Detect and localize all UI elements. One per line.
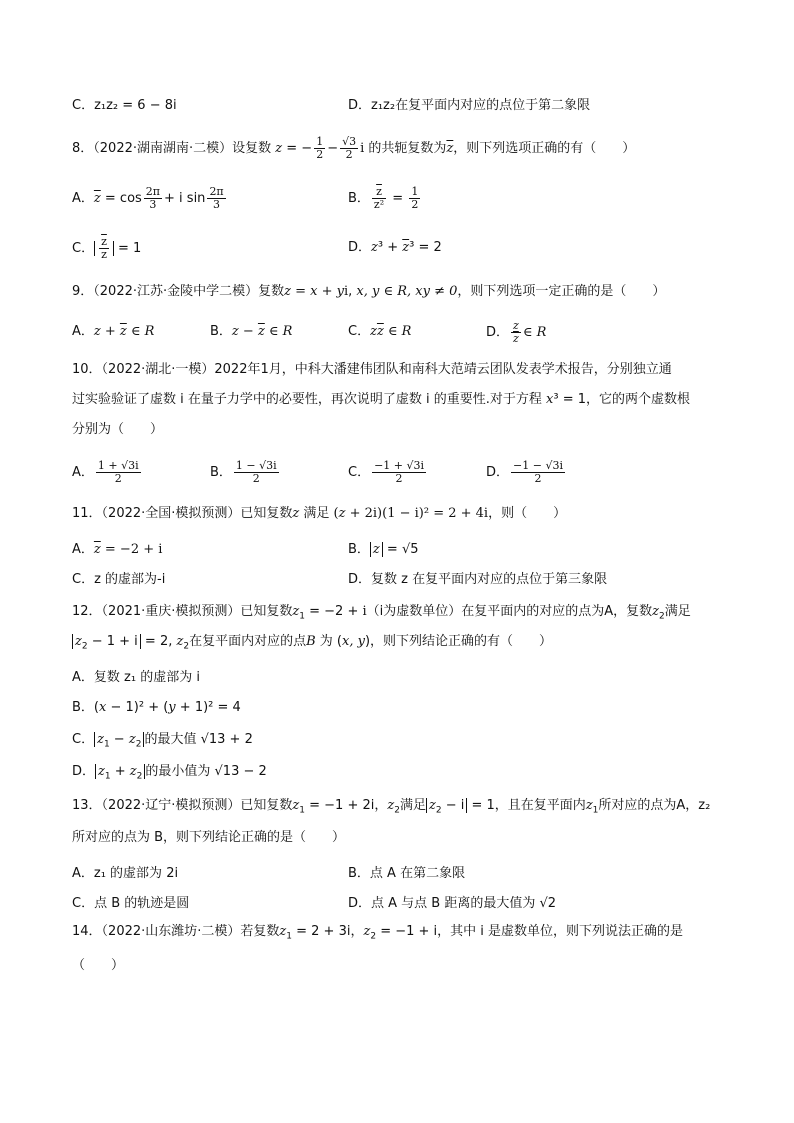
q8-option-a: A．$\overline{z} = \cos$ $\frac{2\pi}{3}$ + i sin $\frac{2\pi}{3}$ [72, 185, 224, 211]
q12-option-c: C． $z_1 - z_2$ 的最大值 √13 + 2 [72, 732, 253, 750]
q11-option-d: D．复数 z 在复平面内对应的点位于第三象限 [348, 572, 608, 587]
q9-stem: 9．（2022·江苏·金陵中学二模）复数z = x + yi, x, y ∈ R, xy ≠ 0，则下列选项一定正确的是（ ） [72, 284, 666, 299]
q11-option-a: A．$\overline{z} = -2 + i$ [72, 542, 163, 557]
q10-stem-line1: 10．（2022·湖北·一模）2022年1月，中科大潘建伟团队和南科大范靖云团队发表学术报告，分别独立通 [72, 362, 672, 377]
q10-option-d: D． $\frac{-1 - √3i}{2}$ [486, 459, 563, 485]
q9-option-a: A．$z + \overline{z}$ ∈ R [72, 324, 155, 339]
q13-option-c: C．点 B 的轨迹是圆 [72, 896, 190, 911]
q7-option-c: C．z₁z₂ = 6 − 8i [72, 98, 177, 113]
q8-stem-pre: 8．（2022·湖南湖南·二模）设复数 [72, 141, 272, 156]
q9-option-d: D． $\frac{z}{z}$ ∈ R [486, 319, 547, 345]
q13-stem-line2: 所对应的点为 B，则下列结论正确的是（ ） [72, 830, 346, 845]
q10-stem-line3: 分别为（ ） [72, 422, 164, 437]
q9-option-c: C．$z\overline{z}$ ∈ R [348, 324, 412, 339]
q10-option-b: B． $\frac{1 - √3i}{2}$ [210, 459, 277, 485]
q13-stem-line1: 13．（2022·辽宁·模拟预测）已知复数$z_1 = -1 + 2i$，$z_2$满足 $z_2 - i = 1$，且在复平面内$z_1$所对应的点为A，z₂ [72, 798, 711, 816]
q13-option-a: A．z₁ 的虚部为 2i [72, 866, 179, 881]
q8-option-d: D．$z^3 + \overline{z}^3 = 2$ [348, 240, 442, 255]
q12-stem-line1: 12．（2021·重庆·模拟预测）已知复数$z_1 = -2 + i(i$为虚数单位）在复平面内的对应的点为A，复数$z_2$满足 [72, 604, 691, 622]
q14-stem-line2: （ ） [72, 958, 125, 973]
q13-option-b: B．点 A 在第二象限 [348, 866, 466, 881]
q10-option-a: A． $\frac{1 + √3i}{2}$ [72, 459, 139, 485]
q12-stem-line2: $z_2 - 1 + i = 2$, $z_2$在复平面内对应的点B 为 (x, y)，则下列结论正确的有（ ） [72, 632, 552, 657]
q7-option-d: D．z₁z₂在复平面内对应的点位于第二象限 [348, 98, 591, 113]
q11-option-b: B． z = √5 [348, 542, 419, 557]
q10-stem-line2: 过实验验证了虚数 i 在量子力学中的必要性，再次说明了虚数 i 的重要性.对于方程 x³ = 1，它的两个虚数根 [72, 392, 691, 407]
q8-stem: 8．（2022·湖南湖南·二模）设复数 z = − $\frac{1}{2}$ − $\frac{√3}{2}$ i 的共轭复数为$\overline{z}$，则下列选项正确的有（ ） [72, 135, 636, 161]
q8-option-b: B． $\frac{\overline{z}}{\text{z²}}$ = $\frac{1}{2}$ [348, 185, 419, 211]
q12-option-d: D． $z_1 + z_2$ 的最小值为 √13 − 2 [72, 764, 267, 782]
q9-option-b: B．$z - \overline{z}$ ∈ R [210, 324, 293, 339]
q8-option-c: C． $\frac{\overline{z}}{z}$ = 1 [72, 235, 142, 261]
q11-option-c: C．z 的虚部为-i [72, 572, 166, 587]
q14-stem-line1: 14．（2022·山东潍坊·二模）若复数$z_1 = 2 + 3i$，$z_2 = -1 + i$，其中 i 是虚数单位，则下列说法正确的是 [72, 924, 684, 942]
q12-option-b: B．(x − 1)² + (y + 1)² = 4 [72, 700, 241, 715]
q13-option-d: D．点 A 与点 B 距离的最大值为 √2 [348, 896, 557, 911]
q10-option-c: C． $\frac{-1 + √3i}{2}$ [348, 459, 425, 485]
q11-stem: 11．（2022·全国·模拟预测）已知复数z 满足 (z + 2i)(1 − i)² = 2 + 4i，则（ ） [72, 506, 567, 521]
q8-stem-post: 的共轭复数为 [368, 141, 447, 156]
q8-stem-tail: ，则下列选项正确的有（ ） [453, 141, 636, 156]
q12-option-a: A．复数 z₁ 的虚部为 i [72, 670, 200, 685]
